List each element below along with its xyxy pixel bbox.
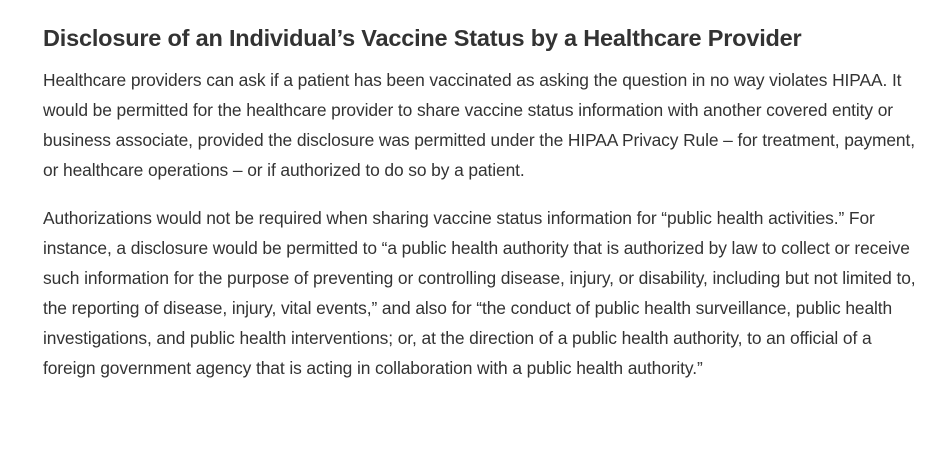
article-paragraph-public-health: Authorizations would not be required when sharing vaccine status information for “public health activities.” For instance, a disclosure would be permitted to “a public health authority that is authorized by law to collect or receive such information for the purpose of preventing or controlling disease, injury, or disability, including but not limited to, the reporting of disease, injury, vital events,” and also for “the conduct of public health surveillance, public health investigations, and public health interventions; or, at the direction of a public health authority, to an official of a foreign government agency that is acting in collaboration with a public health authority.” bbox=[43, 208, 916, 378]
article-paragraph-hipaa-sharing: Healthcare providers can ask if a patient has been vaccinated as asking the question in no way violates HIPAA. It would be permitted for the healthcare provider to share vaccine status information with another covered entity or business associate, provided the disclosure was permitted under the HIPAA Privacy Rule – for treatment, payment, or healthcare operations – or if authorized to do so by a patient. bbox=[43, 70, 915, 180]
article-heading: Disclosure of an Individual’s Vaccine Status by a Healthcare Provider bbox=[43, 25, 802, 51]
article-section bbox=[43, 22, 923, 401]
